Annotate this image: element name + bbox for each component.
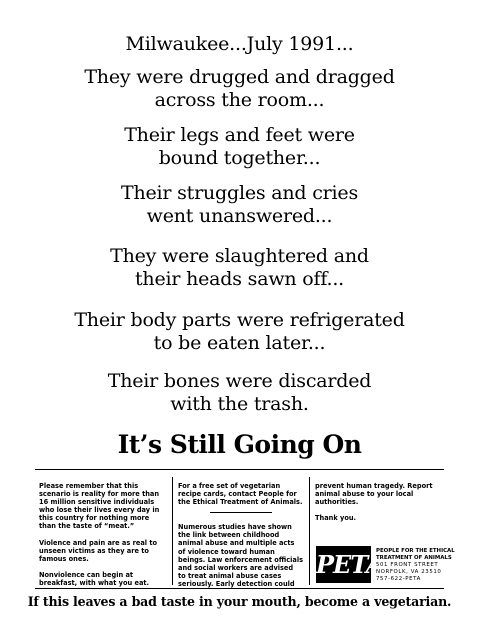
short-divider [210, 512, 272, 513]
text-line: Thank you. [315, 514, 357, 523]
text-line: scenario is reality for more than [39, 490, 160, 499]
poem-stanza-6 [0, 370, 479, 416]
paragraph [39, 482, 167, 531]
phone-line: 757-622-PETA [376, 576, 421, 582]
text-line: who lose their lives every day in [39, 506, 160, 515]
column-divider [172, 477, 173, 585]
text-line: For a free set of vegetarian [178, 482, 281, 490]
paragraph [178, 523, 304, 588]
text-line: animal abuse to your local [315, 490, 414, 499]
text-line: prevent human tragedy. Report [315, 482, 433, 490]
poem-stanza-2 [0, 124, 479, 170]
text-line: and social workers are advised [178, 563, 294, 572]
text-line: Please remember that this [39, 482, 139, 490]
poem-stanza-5 [0, 309, 479, 355]
poem-line: They were slaughtered and [110, 245, 369, 267]
text-line: unseen victims as they are to [39, 546, 149, 555]
text-line: seriously. Early detection could [178, 579, 295, 588]
top-divider [35, 469, 444, 470]
poem-line: their heads sawn off... [134, 268, 345, 290]
address-line: NORFOLK, VA 23510 [376, 569, 442, 575]
text-line: to treat animal abuse cases [178, 571, 282, 580]
org-address [376, 548, 455, 583]
peta-logo: PETA [316, 546, 371, 583]
paragraph [315, 514, 443, 522]
poem-line: Milwaukee...July 1991... [125, 33, 354, 55]
poem-line: across the room... [154, 89, 325, 111]
text-line: Nonviolence can begin at [39, 570, 134, 579]
paragraph [178, 482, 304, 506]
text-line: 16 million sensitive individuals [39, 498, 155, 507]
text-line: the Ethical Treatment of Animals. [178, 498, 303, 507]
text-line: this country for nothing more [39, 514, 150, 523]
text-line: animal abuse and multiple acts [178, 539, 295, 548]
bottom-divider [35, 588, 444, 589]
poem-stanza-4 [0, 245, 479, 291]
poem-stanza-1 [0, 66, 479, 112]
text-line: the link between childhood [178, 531, 280, 540]
column-right [315, 482, 443, 530]
text-line: beings. Law enforcement officials [178, 555, 303, 564]
footer-tagline: If this leaves a bad taste in your mouth, become a vegetarian. [27, 594, 452, 609]
text-line: of violence toward human [178, 547, 275, 556]
paragraph [39, 539, 167, 563]
text-line: breakfast, with what you eat. [39, 578, 150, 587]
poem-line: to be eaten later... [153, 332, 326, 354]
org-name-line: TREATMENT OF ANIMALS [376, 555, 452, 561]
poem-line: with the trash. [170, 393, 309, 415]
poem-line: Their legs and feet were [124, 124, 355, 146]
poem-line: went unanswered... [146, 205, 333, 227]
paragraph [39, 571, 167, 587]
poem-line: Their body parts were refrigerated [74, 309, 405, 331]
text-line: than the taste of “meat.” [39, 522, 135, 531]
poem-line: bound together... [158, 147, 321, 169]
poem-line: They were drugged and dragged [84, 66, 395, 88]
text-line: famous ones. [39, 554, 89, 563]
text-line: authorities. [315, 498, 359, 507]
text-line: Numerous studies have shown [178, 523, 292, 532]
text-line: Violence and pain are as real to [39, 538, 158, 547]
column-middle [178, 482, 304, 596]
poem-line: Their bones were discarded [107, 370, 372, 392]
text-line: recipe cards, contact People for [178, 490, 297, 499]
paragraph [315, 482, 443, 506]
poem-stanza-3 [0, 182, 479, 228]
poem-line: Their struggles and cries [120, 182, 359, 204]
poem-intro [0, 33, 479, 56]
address-line: 501 FRONT STREET [376, 562, 439, 568]
column-left [39, 482, 167, 595]
org-name-line: PEOPLE FOR THE ETHICAL [376, 548, 455, 554]
column-divider [309, 477, 310, 585]
headline: It’s Still Going On [117, 430, 362, 459]
